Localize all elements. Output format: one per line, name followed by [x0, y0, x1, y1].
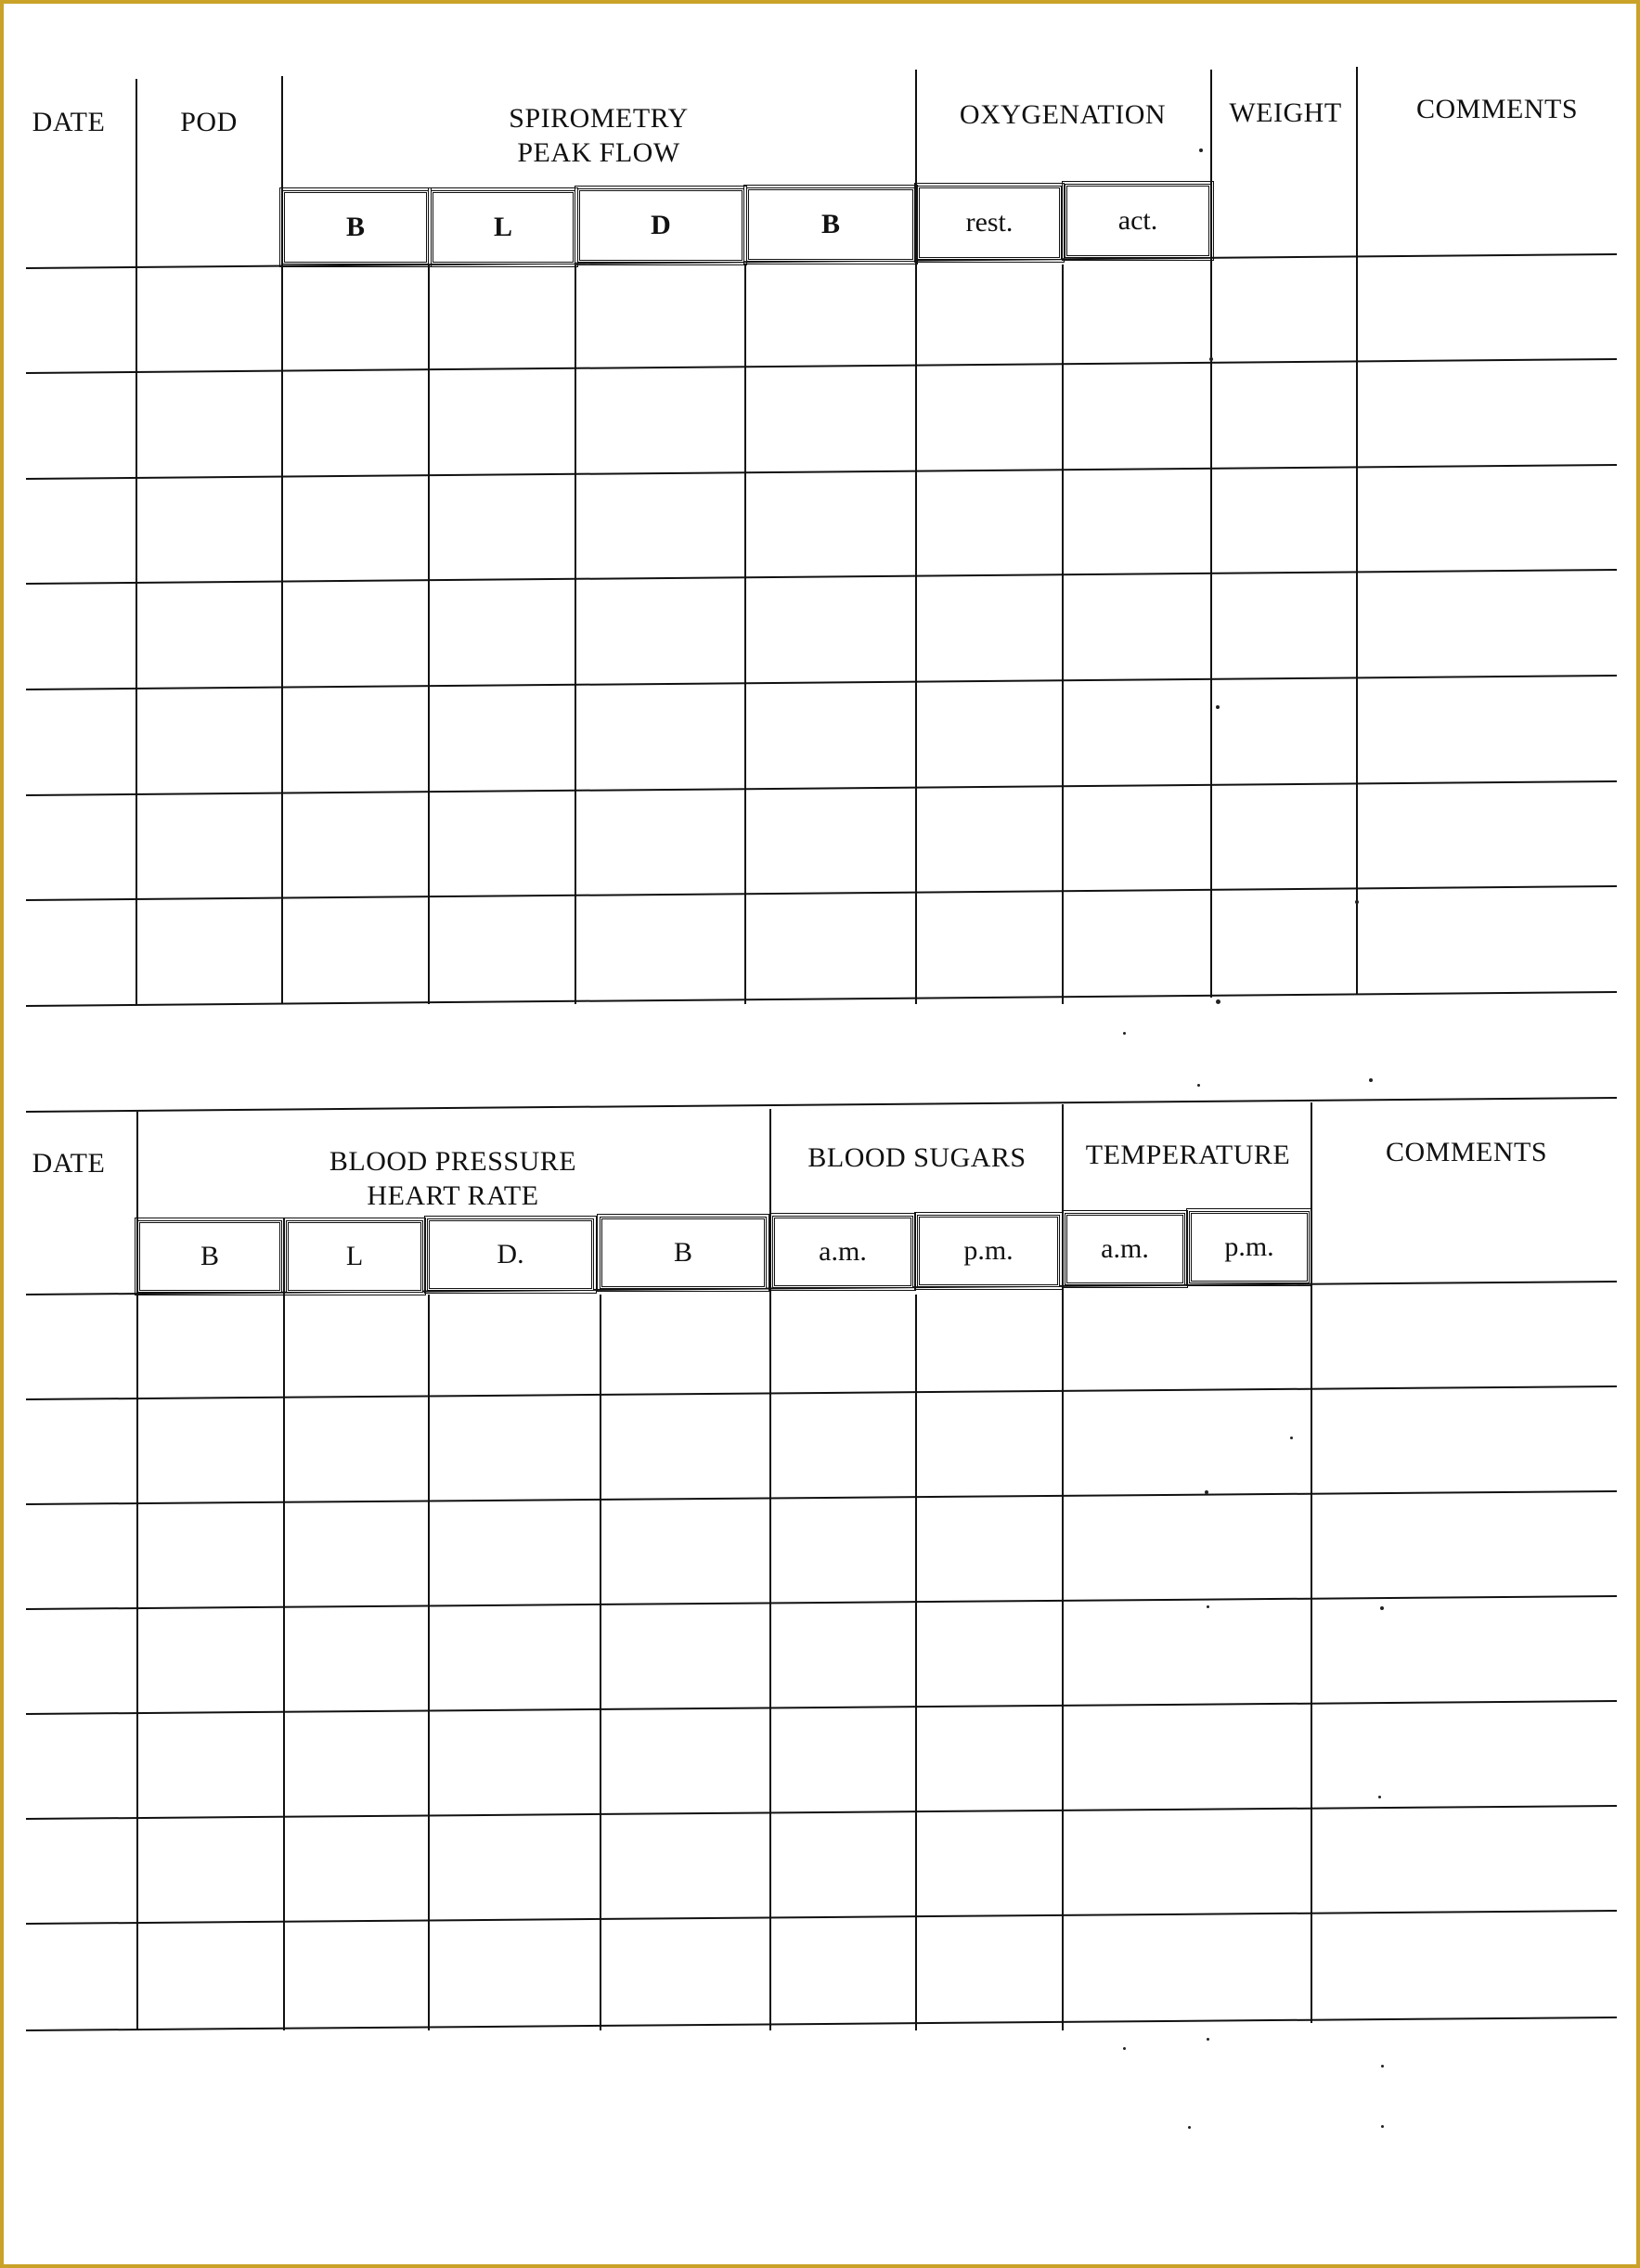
scan-speck — [1207, 2038, 1209, 2041]
bp-sub-b-1: B — [137, 1220, 282, 1293]
oxygenation-sub-act: act. — [1065, 184, 1211, 258]
temperature-sub-am: a.m. — [1065, 1213, 1185, 1285]
spirometry-sub-b-2: B — [746, 187, 915, 262]
oxygenation-sub-rest: rest. — [917, 186, 1062, 260]
blood-sugars-sub-pm: p.m. — [917, 1215, 1060, 1287]
scan-speck — [1188, 2126, 1191, 2129]
bp-sub-b-2: B — [600, 1217, 767, 1289]
scan-speck — [1123, 2047, 1126, 2050]
scan-speck — [1207, 1605, 1209, 1608]
spirometry-sub-b-1: B — [282, 190, 429, 264]
scan-speck — [1199, 148, 1203, 152]
temperature-header: TEMPERATURE — [1085, 1140, 1291, 1170]
scan-speck — [1205, 1490, 1208, 1494]
scan-speck — [1369, 1078, 1373, 1082]
weight-header: WEIGHT — [1229, 97, 1342, 128]
scan-speck — [1290, 1437, 1293, 1439]
scan-speck — [1209, 357, 1213, 361]
peak-flow-header: PEAK FLOW — [517, 137, 680, 168]
scan-speck — [1380, 1606, 1384, 1610]
oxygenation-header: OXYGENATION — [959, 99, 1167, 130]
lower-table-body[interactable] — [26, 1295, 1617, 2029]
blood-sugars-sub-am: a.m. — [772, 1216, 913, 1288]
scan-speck — [1123, 1032, 1126, 1035]
scan-speck — [1216, 999, 1220, 1004]
upper-table-body[interactable] — [26, 269, 1617, 1004]
scan-speck — [1381, 2065, 1384, 2068]
upper-pod-header: POD — [180, 107, 238, 137]
scan-speck — [1216, 705, 1220, 709]
blood-pressure-header: BLOOD PRESSURE — [329, 1146, 577, 1177]
lower-comments-header: COMMENTS — [1385, 1137, 1548, 1167]
upper-comments-header: COMMENTS — [1415, 94, 1579, 124]
heart-rate-header: HEART RATE — [367, 1180, 539, 1211]
scan-speck — [1378, 1796, 1381, 1798]
scan-speck — [1381, 2125, 1384, 2128]
temperature-sub-pm: p.m. — [1189, 1211, 1310, 1283]
spirometry-header: SPIROMETRY — [509, 103, 689, 134]
spirometry-sub-l: L — [431, 190, 575, 264]
bp-sub-l: L — [286, 1220, 423, 1293]
bp-sub-d: D. — [427, 1218, 594, 1291]
spirometry-sub-d: D — [577, 188, 744, 263]
scan-speck — [1355, 900, 1359, 904]
lower-date-header: DATE — [32, 1148, 106, 1179]
scan-speck — [1197, 1084, 1200, 1087]
upper-date-header: DATE — [32, 107, 106, 137]
blood-sugars-header: BLOOD SUGARS — [807, 1142, 1027, 1173]
